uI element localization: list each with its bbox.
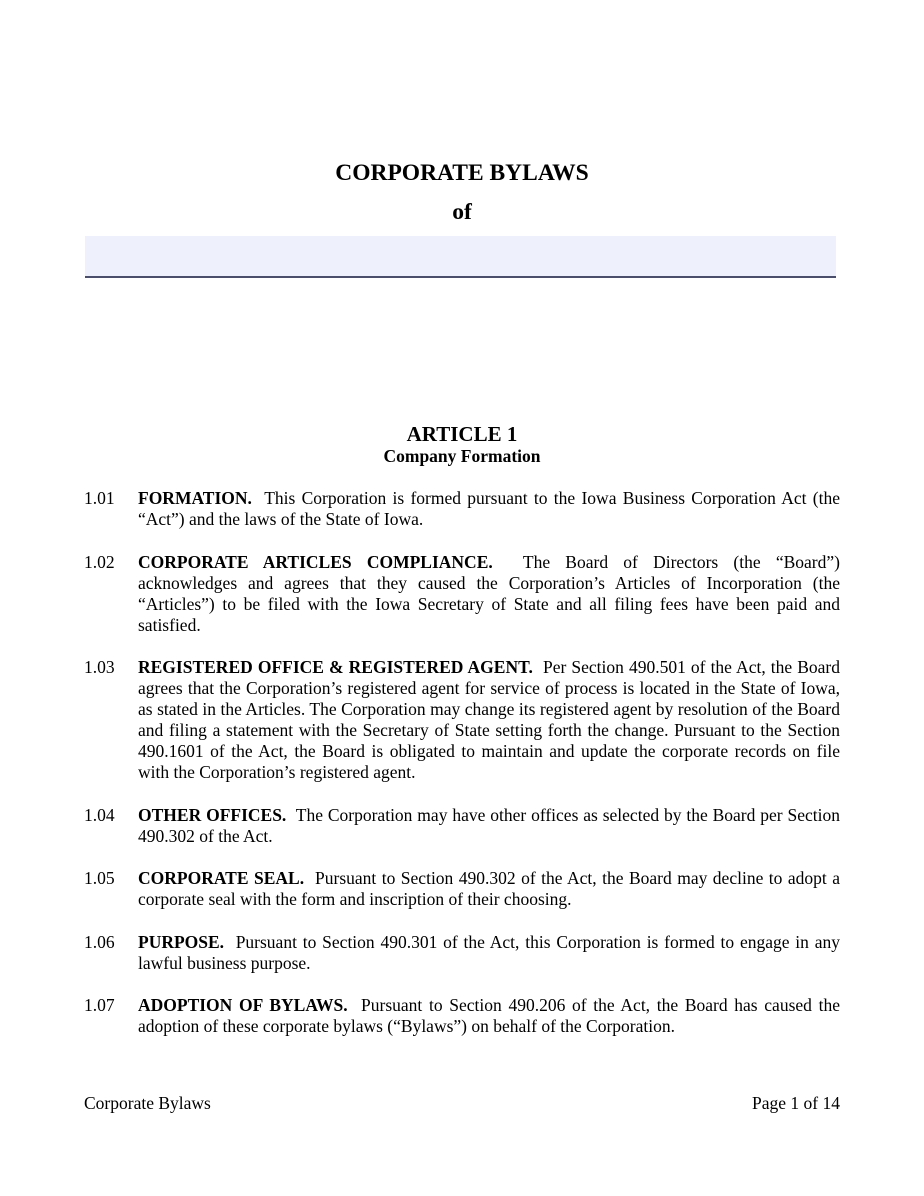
section-number: 1.02: [84, 552, 115, 572]
section-1-07: [84, 995, 840, 1037]
article-subtitle: Company Formation: [383, 446, 541, 466]
section-heading: OTHER OFFICES.: [138, 805, 287, 825]
section-heading: CORPORATE ARTICLES COMPLIANCE.: [138, 552, 493, 572]
section-text: Pursuant to Section 490.301 of the Act, this Corporation is formed to engage in any lawful business purpose.: [138, 932, 841, 973]
section-1-03: [84, 657, 840, 783]
section-number: 1.06: [84, 932, 115, 952]
section-heading: REGISTERED OFFICE & REGISTERED AGENT.: [138, 657, 533, 677]
section-1-02: [84, 552, 840, 636]
section-1-04: [84, 805, 840, 847]
section-heading: FORMATION.: [138, 488, 252, 508]
document-subtitle: of: [452, 199, 472, 225]
section-text: Pursuant to Section 490.206 of the Act, the Board has caused the adoption of these corporate bylaws (“Bylaws”) on behalf of the Corporation.: [138, 995, 840, 1036]
section-heading: CORPORATE SEAL.: [138, 868, 305, 888]
section-heading: ADOPTION OF BYLAWS.: [138, 995, 348, 1015]
section-text: The Board of Directors (the “Board”) acknowledges and agrees that they caused the Corporation’s Articles of Incorporation (the “Articles”) to be filed with the Iowa Secretary of State and all filing fees have been paid and satisfied.: [138, 552, 840, 635]
section-1-01: [84, 488, 840, 530]
company-name-field[interactable]: [85, 236, 836, 278]
section-number: 1.01: [84, 488, 115, 508]
section-number: 1.07: [84, 995, 115, 1015]
section-number: 1.03: [84, 657, 115, 677]
document-title: CORPORATE BYLAWS: [335, 160, 589, 186]
section-1-05: [84, 868, 840, 910]
section-text: The Corporation may have other offices as selected by the Board per Section 490.302 of the Act.: [138, 805, 840, 846]
footer-page-number: Page 1 of 14: [752, 1093, 840, 1113]
footer-document-name: Corporate Bylaws: [84, 1093, 211, 1113]
section-text: Per Section 490.501 of the Act, the Board agrees that the Corporation’s registered agent for service of process is located in the State of Iowa, as stated in the Articles. The Corporation may change its registered agent by resolution of the Board and filing a statement with the Secretary of State setting forth the change. Pursuant to the Section 490.1601 of the Act, the Board is obligated to maintain and update the corporate records on file with the Corporation’s registered agent.: [138, 657, 840, 782]
article-heading: ARTICLE 1: [406, 422, 518, 446]
section-number: 1.04: [84, 805, 115, 825]
section-1-06: [84, 932, 840, 974]
section-text: Pursuant to Section 490.302 of the Act, the Board may decline to adopt a corporate seal with the form and inscription of their choosing.: [138, 868, 840, 909]
section-text: This Corporation is formed pursuant to the Iowa Business Corporation Act (the “Act”) and the laws of the State of Iowa.: [138, 488, 840, 529]
section-number: 1.05: [84, 868, 115, 888]
section-heading: PURPOSE.: [138, 932, 225, 952]
